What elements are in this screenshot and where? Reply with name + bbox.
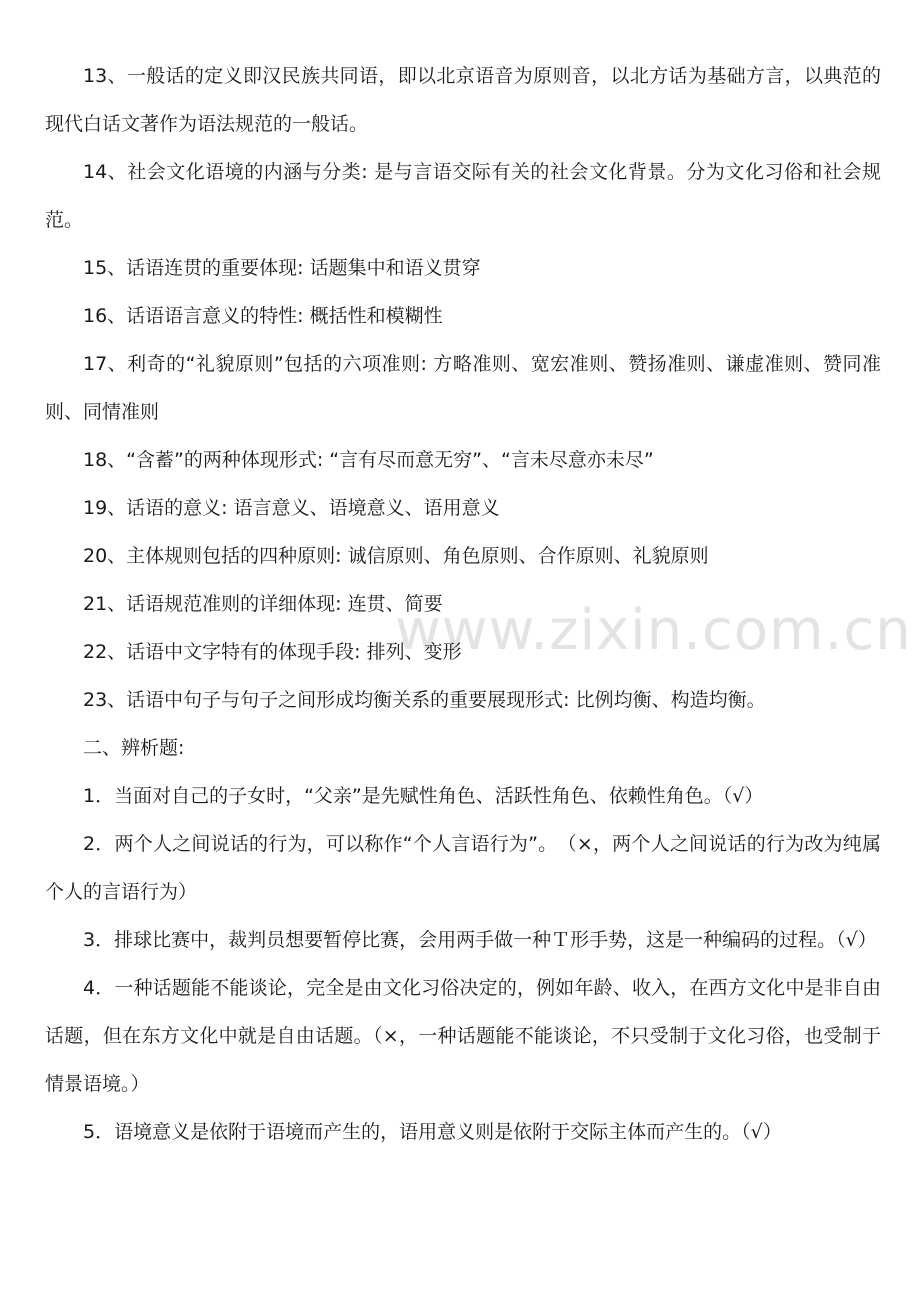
paragraph-22: 22、话语中文字特有的体现手段: 排列、变形 [83, 641, 462, 663]
question-4: 4．一种话题能不能谈论，完全是由文化习俗决定的，例如年龄、收入，在西方文化中是非自由话题，但在东方文化中就是自由话题。（×，一种话题能不能谈论，不只受制于文化习俗，也受制于情景语境。） [45, 977, 881, 1095]
section-heading: 二、辨析题: [83, 737, 185, 759]
paragraph-23: 23、话语中句子与句子之间形成均衡关系的重要展现形式: 比例均衡、构造均衡。 [83, 689, 766, 711]
watermark: www.zixin.com.cn [395, 598, 912, 663]
paragraph-16: 16、话语语言意义的特性: 概括性和模糊性 [83, 305, 443, 327]
paragraph-19: 19、话语的意义: 语言意义、语境意义、语用意义 [83, 497, 500, 519]
paragraph-20: 20、主体规则包括的四种原则: 诚信原则、角色原则、合作原则、礼貌原则 [83, 545, 709, 567]
paragraph-21: 21、话语规范准则的详细体现: 连贯、简要 [83, 593, 443, 615]
paragraph-13: 13、一般话的定义即汉民族共同语，即以北京语音为原则音，以北方话为基础方言，以典范的现代白话文著作为语法规范的一般话。 [45, 65, 881, 135]
question-3: 3．排球比赛中，裁判员想要暂停比赛，会用两手做一种Ｔ形手势，这是一种编码的过程。（√） [83, 929, 877, 951]
question-2: 2．两个人之间说话的行为，可以称作“个人言语行为”。 （×，两个人之间说话的行为改为纯属个人的言语行为） [45, 833, 881, 903]
question-5: 5．语境意义是依附于语境而产生的，语用意义则是依附于交际主体而产生的。（√） [83, 1121, 782, 1143]
paragraph-18: 18、“含蓄”的两种体现形式: “言有尽而意无穷”、“言未尽意亦未尽” [83, 449, 654, 471]
paragraph-14: 14、社会文化语境的内涵与分类: 是与言语交际有关的社会文化背景。分为文化习俗和社会规范。 [45, 161, 881, 231]
document-page [45, 52, 881, 1156]
paragraph-15: 15、话语连贯的重要体现: 话题集中和语义贯穿 [83, 257, 481, 279]
paragraph-17: 17、利奇的“礼貌原则”包括的六项准则: 方略准则、宽宏准则、赞扬准则、谦虚准则、赞同准则、同情准则 [45, 353, 881, 423]
question-1: 1．当面对自己的子女时，“父亲”是先赋性角色、活跃性角色、依赖性角色。（√） [83, 785, 764, 807]
